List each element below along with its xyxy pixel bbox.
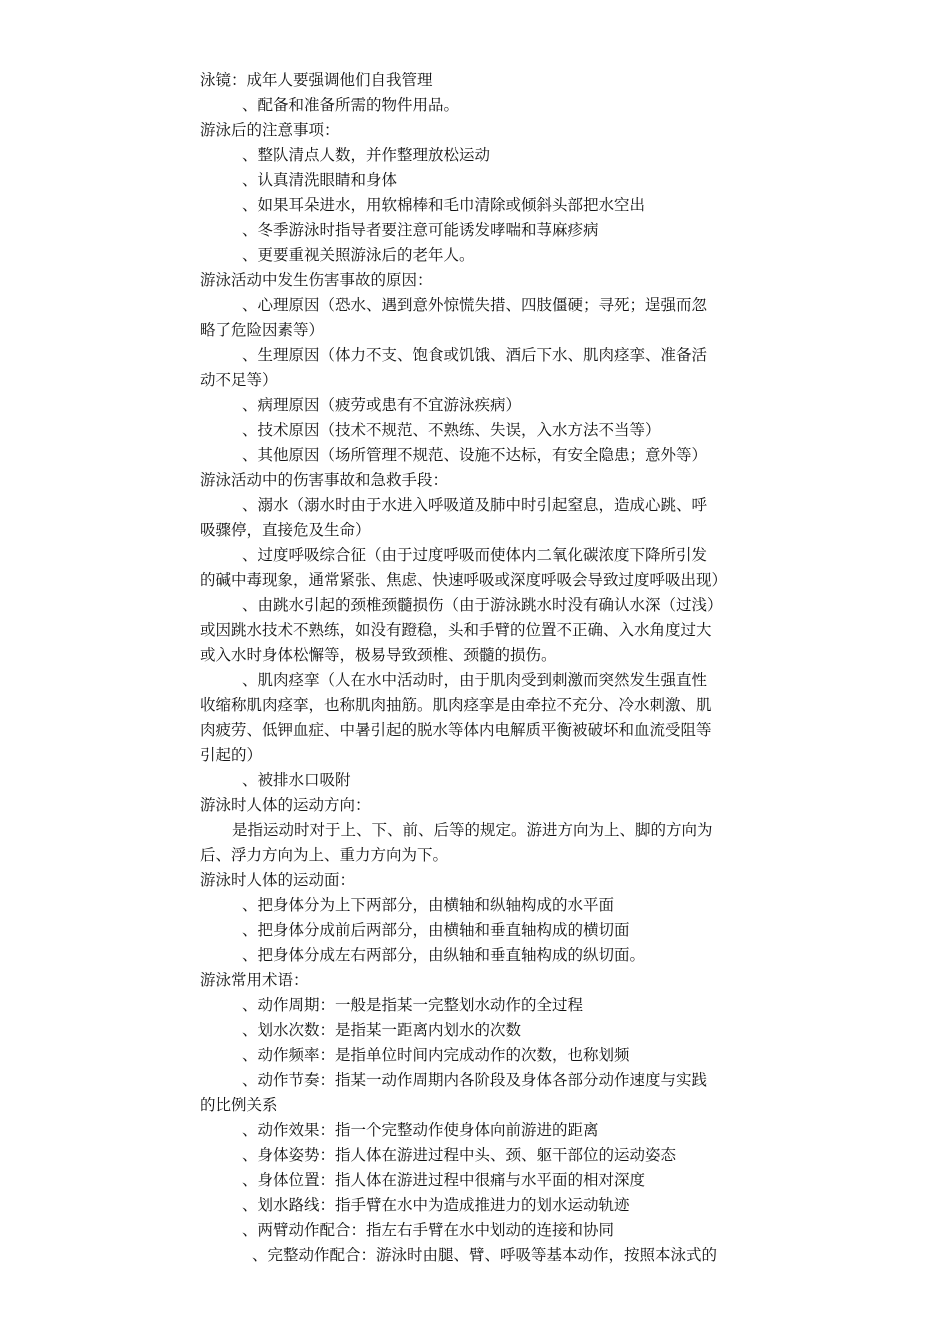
list-item: 、动作效果：指一个完整动作使身体向前游进的距离 [242, 1121, 599, 1139]
text-line: 吸骤停，直接危及生命） [200, 521, 371, 539]
list-item: 、过度呼吸综合征（由于过度呼吸而使体内二氧化碳浓度下降所引发 [242, 546, 708, 564]
paragraph-line: 是指运动时对于上、下、前、后等的规定。游进方向为上、脚的方向为 [232, 821, 713, 839]
list-item: 、技术原因（技术不规范、不熟练、失误，入水方法不当等） [242, 421, 661, 439]
list-item: 、生理原因（体力不支、饱食或饥饿、酒后下水、肌肉痉挛、准备活 [242, 346, 708, 364]
list-item: 、如果耳朵进水，用软棉棒和毛巾清除或倾斜头部把水空出 [242, 196, 646, 214]
text-line: 引起的） [200, 746, 263, 764]
list-item: 、整队清点人数，并作整理放松运动 [242, 146, 491, 164]
list-item: 、动作节奏：指某一动作周期内各阶段及身体各部分动作速度与实践 [242, 1071, 708, 1089]
list-item: 、冬季游泳时指导者要注意可能诱发哮喘和荨麻疹病 [242, 221, 599, 239]
list-item: 、其他原因（场所管理不规范、设施不达标，有安全隐患；意外等） [242, 446, 708, 464]
list-item: 、被排水口吸附 [242, 771, 351, 789]
section-heading: 游泳活动中发生伤害事故的原因： [200, 271, 433, 289]
list-item: 、更要重视关照游泳后的老年人。 [242, 246, 475, 264]
list-item: 、病理原因（疲劳或患有不宜游泳疾病） [242, 396, 522, 414]
text-line: 或因跳水技术不熟练，如没有蹬稳，头和手臂的位置不正确、入水角度过大 [200, 621, 712, 639]
text-line: 略了危险因素等） [200, 321, 325, 339]
text-line: 或入水时身体松懈等，极易导致颈椎、颈髓的损伤。 [200, 646, 557, 664]
section-heading: 游泳活动中的伤害事故和急救手段： [200, 471, 449, 489]
list-item: 、身体位置：指人体在游进过程中很痛与水平面的相对深度 [242, 1171, 646, 1189]
list-item: 、动作周期：一般是指某一完整划水动作的全过程 [242, 996, 584, 1014]
list-item: 、把身体分成前后两部分，由横轴和垂直轴构成的横切面 [242, 921, 630, 939]
list-item: 、心理原因（恐水、遇到意外惊慌失措、四肢僵硬；寻死；逞强而忽 [242, 296, 708, 314]
list-item: 、认真清洗眼睛和身体 [242, 171, 398, 189]
list-item: 、划水次数：是指某一距离内划水的次数 [242, 1021, 522, 1039]
text-line: 泳镜：成年人要强调他们自我管理 [200, 71, 433, 89]
text-line: 的碱中毒现象，通常紧张、焦虑、快速呼吸或深度呼吸会导致过度呼吸出现） [200, 571, 728, 589]
list-item: 、身体姿势：指人体在游进过程中头、颈、躯干部位的运动姿态 [242, 1146, 677, 1164]
section-heading: 游泳时人体的运动方向： [200, 796, 371, 814]
section-heading: 游泳常用术语： [200, 971, 309, 989]
list-item: 、动作频率：是指单位时间内完成动作的次数，也称划频 [242, 1046, 630, 1064]
text-line: 的比例关系 [200, 1096, 278, 1114]
list-item: 、划水路线：指手臂在水中为造成推进力的划水运动轨迹 [242, 1196, 630, 1214]
list-item: 、由跳水引起的颈椎颈髓损伤（由于游泳跳水时没有确认水深（过浅） [242, 596, 723, 614]
section-heading: 游泳后的注意事项： [200, 121, 340, 139]
list-item: 、完整动作配合：游泳时由腿、臂、呼吸等基本动作，按照本泳式的 [252, 1246, 718, 1264]
list-item: 、把身体分为上下两部分，由横轴和纵轴构成的水平面 [242, 896, 615, 914]
list-item: 、配备和准备所需的物件用品。 [242, 96, 460, 114]
text-line: 收缩称肌肉痉挛，也称肌肉抽筋。肌肉痉挛是由牵拉不充分、冷水刺激、肌 [200, 696, 712, 714]
text-line: 动不足等） [200, 371, 278, 389]
list-item: 、把身体分成左右两部分，由纵轴和垂直轴构成的纵切面。 [242, 946, 646, 964]
list-item: 、肌肉痉挛（人在水中活动时，由于肌肉受到刺激而突然发生强直性 [242, 671, 708, 689]
section-heading: 游泳时人体的运动面： [200, 871, 356, 889]
text-line: 肉疲劳、低钾血症、中暑引起的脱水等体内电解质平衡被破坏和血流受阻等 [200, 721, 712, 739]
list-item: 、溺水（溺水时由于水进入呼吸道及肺中时引起窒息，造成心跳、呼 [242, 496, 708, 514]
text-line: 后、浮力方向为上、重力方向为下。 [200, 846, 449, 864]
list-item: 、两臂动作配合：指左右手臂在水中划动的连接和协同 [242, 1221, 615, 1239]
